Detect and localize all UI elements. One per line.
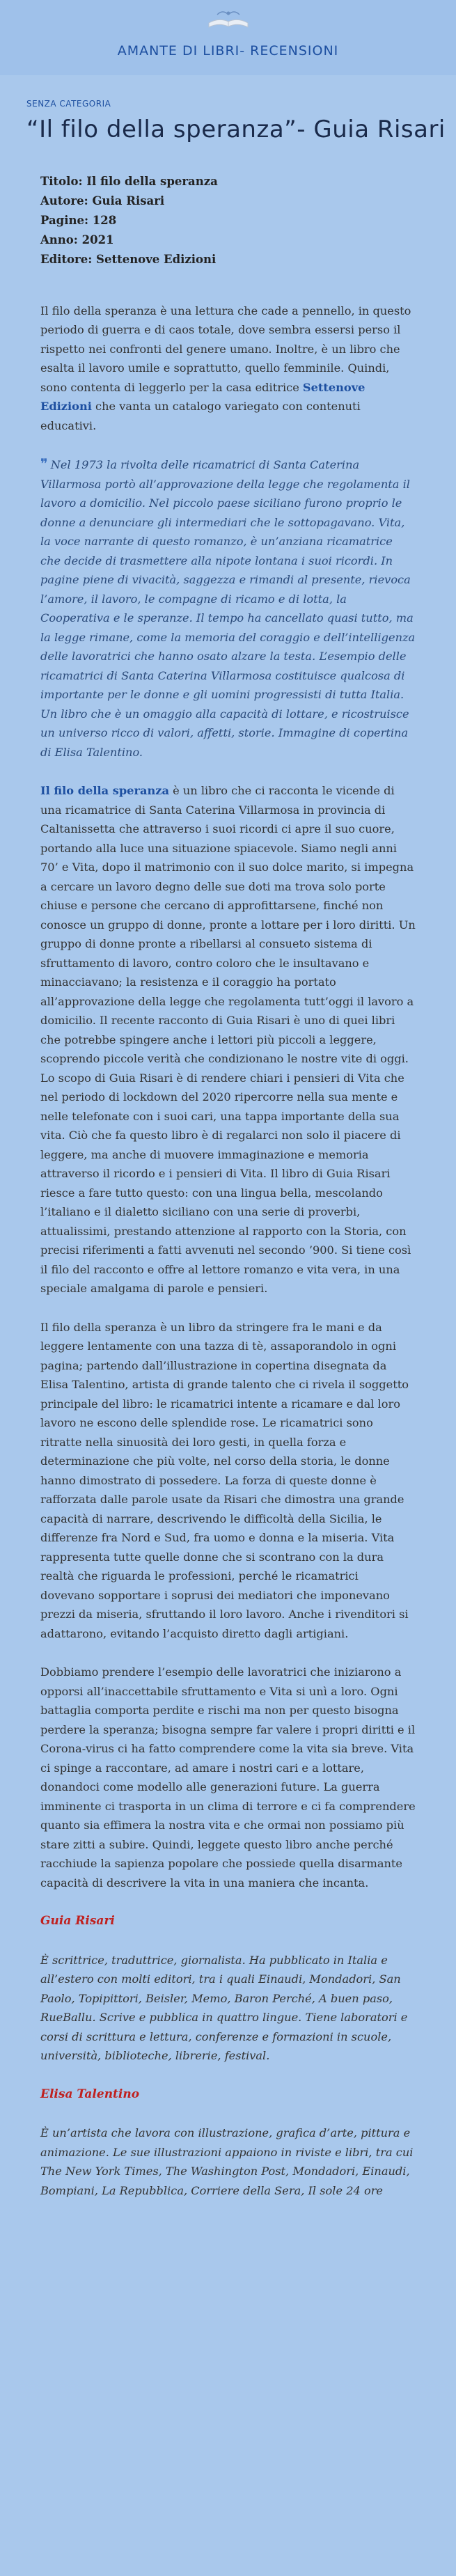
bio-text: È scrittrice, traduttrice, giornalista. Ha pubblicato in Italia e all’estero con molti editori, tra i quali Einaudi, Mondadori, San Paolo, Topipittori, Beisler, Memo, Baron Perché, A buen paso, RueBallu. Scrive e pubblica in quattro lingue. Tiene laboratori e corsi di scrittura e lettura, conferenze e formazioni in scuole, università, biblioteche, librerie, festival. bbox=[40, 1953, 408, 2063]
publisher-link[interactable]: Settenove Edizioni bbox=[40, 380, 365, 414]
quote-text: Nel 1973 la rivolta delle ricamatrici di Santa Caterina Villarmosa portò all’approvazione della legge che regolamenta il lavoro a domicilio. Nel piccolo paese siciliano furono proprio le donne a denunciare gli intermediari che le sottopagavano. Vita, la voce narrante di questo romanzo, è un’anziana ricamatrice che decide di trasmettere alla nipote lontana i suoi ricordi. In pagine piene di vivacità, saggezza e rimandi al presente, rievoca l’amore, il lavoro, le compagne di ricamo e di lotta, la Cooperativa e le speranze. Il tempo ha cancellato quasi tutto, ma la legge rimane, come la memoria del coraggio e dell’intelligenza delle lavoratrici che hanno osato alzare la testa. L’esempio delle ricamatrici di Santa Caterina Villarmosa costituisce qualcosa di importante per le donne e gli uomini progressisti di tutta Italia. Un libro che è un omaggio alla capacità di lottare, e ricostruisce un universo ricco di valori, affetti, storie. Immagine di copertina di Elisa Talentino. bbox=[40, 458, 416, 759]
book-logo-icon[interactable] bbox=[203, 3, 254, 35]
review-text-1: è un libro che ci racconta le vicende di una ricamatrice di Santa Caterina Villarmosa in provincia di Caltanissetta che attraverso i suoi ricordi ci apre il suo cuore, portando alla luce una situazione spiacevole. Siamo negli anni 70’ e Vita, dopo il matrimonio con il suo dolce marito, si impegna a cercare un lavoro degno delle sue doti ma trova solo porte chiuse e persone che cercano di approfittarsene, finché non conosce un gruppo di donne, pronte a lottare per i loro diritti. Un gruppo di donne pronte a ribellarsi al consueto sistema di sfruttamento di lavoro, contro coloro che le insultavano e minacciavano; la resistenza e il coraggio ha portato all’approvazione della legge che regolamenta tutt’oggi il lavoro a domicilio. Il recente racconto di Guia Risari è uno di quei libri che potrebbe spingere anche i lettori più piccoli a leggere, scoprendo piccole verità che condizionano le nostre vite di oggi. Lo scopo di Guia Risari è di rendere chiari i pensieri di Vita che nel periodo di lockdown del 2020 ripercorre nella sua mente e nelle telefonate con i suoi cari, una tappa importante della sua vita. Ciò che fa questo libro è di regalarci non solo il piacere di leggere, ma anche di muovere immaginazione e memoria attraverso il ricordo e i pensieri di Vita. Il libro di Guia Risari riesce a fare tutto questo: con una lingua bella, mescolando l’italiano e il dialetto siciliano con una serie di proverbi, attualissimi, prestando attenzione al rapporto con la Storia, con precisi riferimenti a fatti avvenuti nel secondo ’900. Si tiene così il filo del racconto e offre al lettore romanzo e vita vera, in una speciale amalgama di parole e pensieri. bbox=[40, 784, 416, 1296]
site-header bbox=[0, 0, 456, 75]
post-article bbox=[0, 75, 456, 2247]
intro-text-b: che vanta un catalogo variegato con contenuti educativi. bbox=[40, 400, 361, 432]
book-title-link[interactable]: Il filo della speranza bbox=[40, 784, 169, 798]
meta-publisher: Editore: Settenove Edizioni bbox=[40, 252, 217, 266]
bio-name: Guia Risari bbox=[40, 1914, 115, 1929]
review-paragraph-2: Il filo della speranza è un libro da stringere fra le mani e da leggere lentamente con una tazza di tè, assaporandolo in ogni pagina; partendo dall’illustrazione in copertina disegnata da Elisa Talentino, artista di grande talento che ci rivela il soggetto principale del libro: le ricamatrici intente a ricamare e dal loro lavoro ne escono delle splendide rose. Le ricamatrici sono ritratte nella sinuosità dei loro gesti, in quella forza e determinazione che più volte, nel corso della storia, le donne hanno dimostrato di possedere. La forza di queste donne è rafforzata dalle parole usate da Risari che dimostra una grande capacità di narrare, descrivendo le difficoltà della Sicilia, le differenze fra Nord e Sud, fra uomo e donna e la miseria. Vita rappresenta tutte quelle donne che si scontrano con la dura realtà che riguarda le professioni, perché le ricamatrici dovevano sopportare i soprusi dei mediatori che imponevano prezzi da miseria, sfruttando il loro lavoro. Anche i rivenditori si adattarono, evitando l’acquisto diretto dagli artigiani. bbox=[40, 1320, 409, 1640]
post-content bbox=[26, 172, 430, 2201]
book-synopsis-quote bbox=[40, 455, 416, 762]
meta-pages: Pagine: 128 bbox=[40, 213, 117, 227]
quote-icon: ❞ bbox=[40, 455, 48, 473]
review-paragraph-3: Dobbiamo prendere l’esempio delle lavoratrici che iniziarono a opporsi all’inaccettabile sfruttamento e Vita si unì a loro. Ogni battaglia comporta perdite e rischi ma non per questo bisogna perdere la speranza; bisogna sempre far valere i propri diritti e il Corona-virus ci ha fatto comprendere come la vita sia breve. Vita ci spinge a raccontare, ad amare i nostri cari e a lottare, donandoci come modello alle generazioni future. La guerra imminente ci trasporta in un clima di terrore e ci fa comprendere quanto sia effimera la nostra vita e che ormai non possiamo più stare zitti a subire. Quindi, leggete questo libro anche perché racchiude la sapienza popolare che possiede quella disarmante capacità di descrivere la vita in una maniera che incanta. bbox=[40, 1665, 416, 1890]
intro-text-a: Il filo della speranza è una lettura che cade a pennello, in questo periodo di guerra e di caos totale, dove sembra essersi perso il rispetto nei confronti del genere umano. Inoltre, è un libro che esalta il lavoro umile e soprattutto, quello femminile. Quindi, sono contenta di leggerlo per la casa editrice bbox=[40, 304, 411, 394]
site-title-link[interactable]: AMANTE DI LIBRI- RECENSIONI bbox=[117, 43, 339, 58]
intro-paragraph bbox=[40, 301, 416, 436]
post-title: “Il filo della speranza”- Guia Risari bbox=[26, 116, 446, 143]
bio-author bbox=[40, 1912, 416, 2066]
book-meta bbox=[40, 172, 416, 269]
category-link[interactable]: SENZA CATEGORIA bbox=[26, 99, 111, 109]
bio-name: Elisa Talentino bbox=[40, 2087, 140, 2101]
review-paragraph-1 bbox=[40, 781, 416, 1298]
meta-year: Anno: 2021 bbox=[40, 233, 114, 246]
bio-illustrator bbox=[40, 2085, 416, 2201]
bio-text: È un’artista che lavora con illustrazione, grafica d’arte, pittura e animazione. Le sue illustrazioni appaiono in riviste e libri, tra cui The New York Times, The Washington Post, Mondadori, Einaudi, Bompiani, La Repubblica, Corriere della Sera, Il sole 24 ore bbox=[40, 2126, 414, 2197]
meta-title: Titolo: Il filo della speranza bbox=[40, 174, 218, 188]
meta-author: Autore: Guia Risari bbox=[40, 194, 165, 207]
